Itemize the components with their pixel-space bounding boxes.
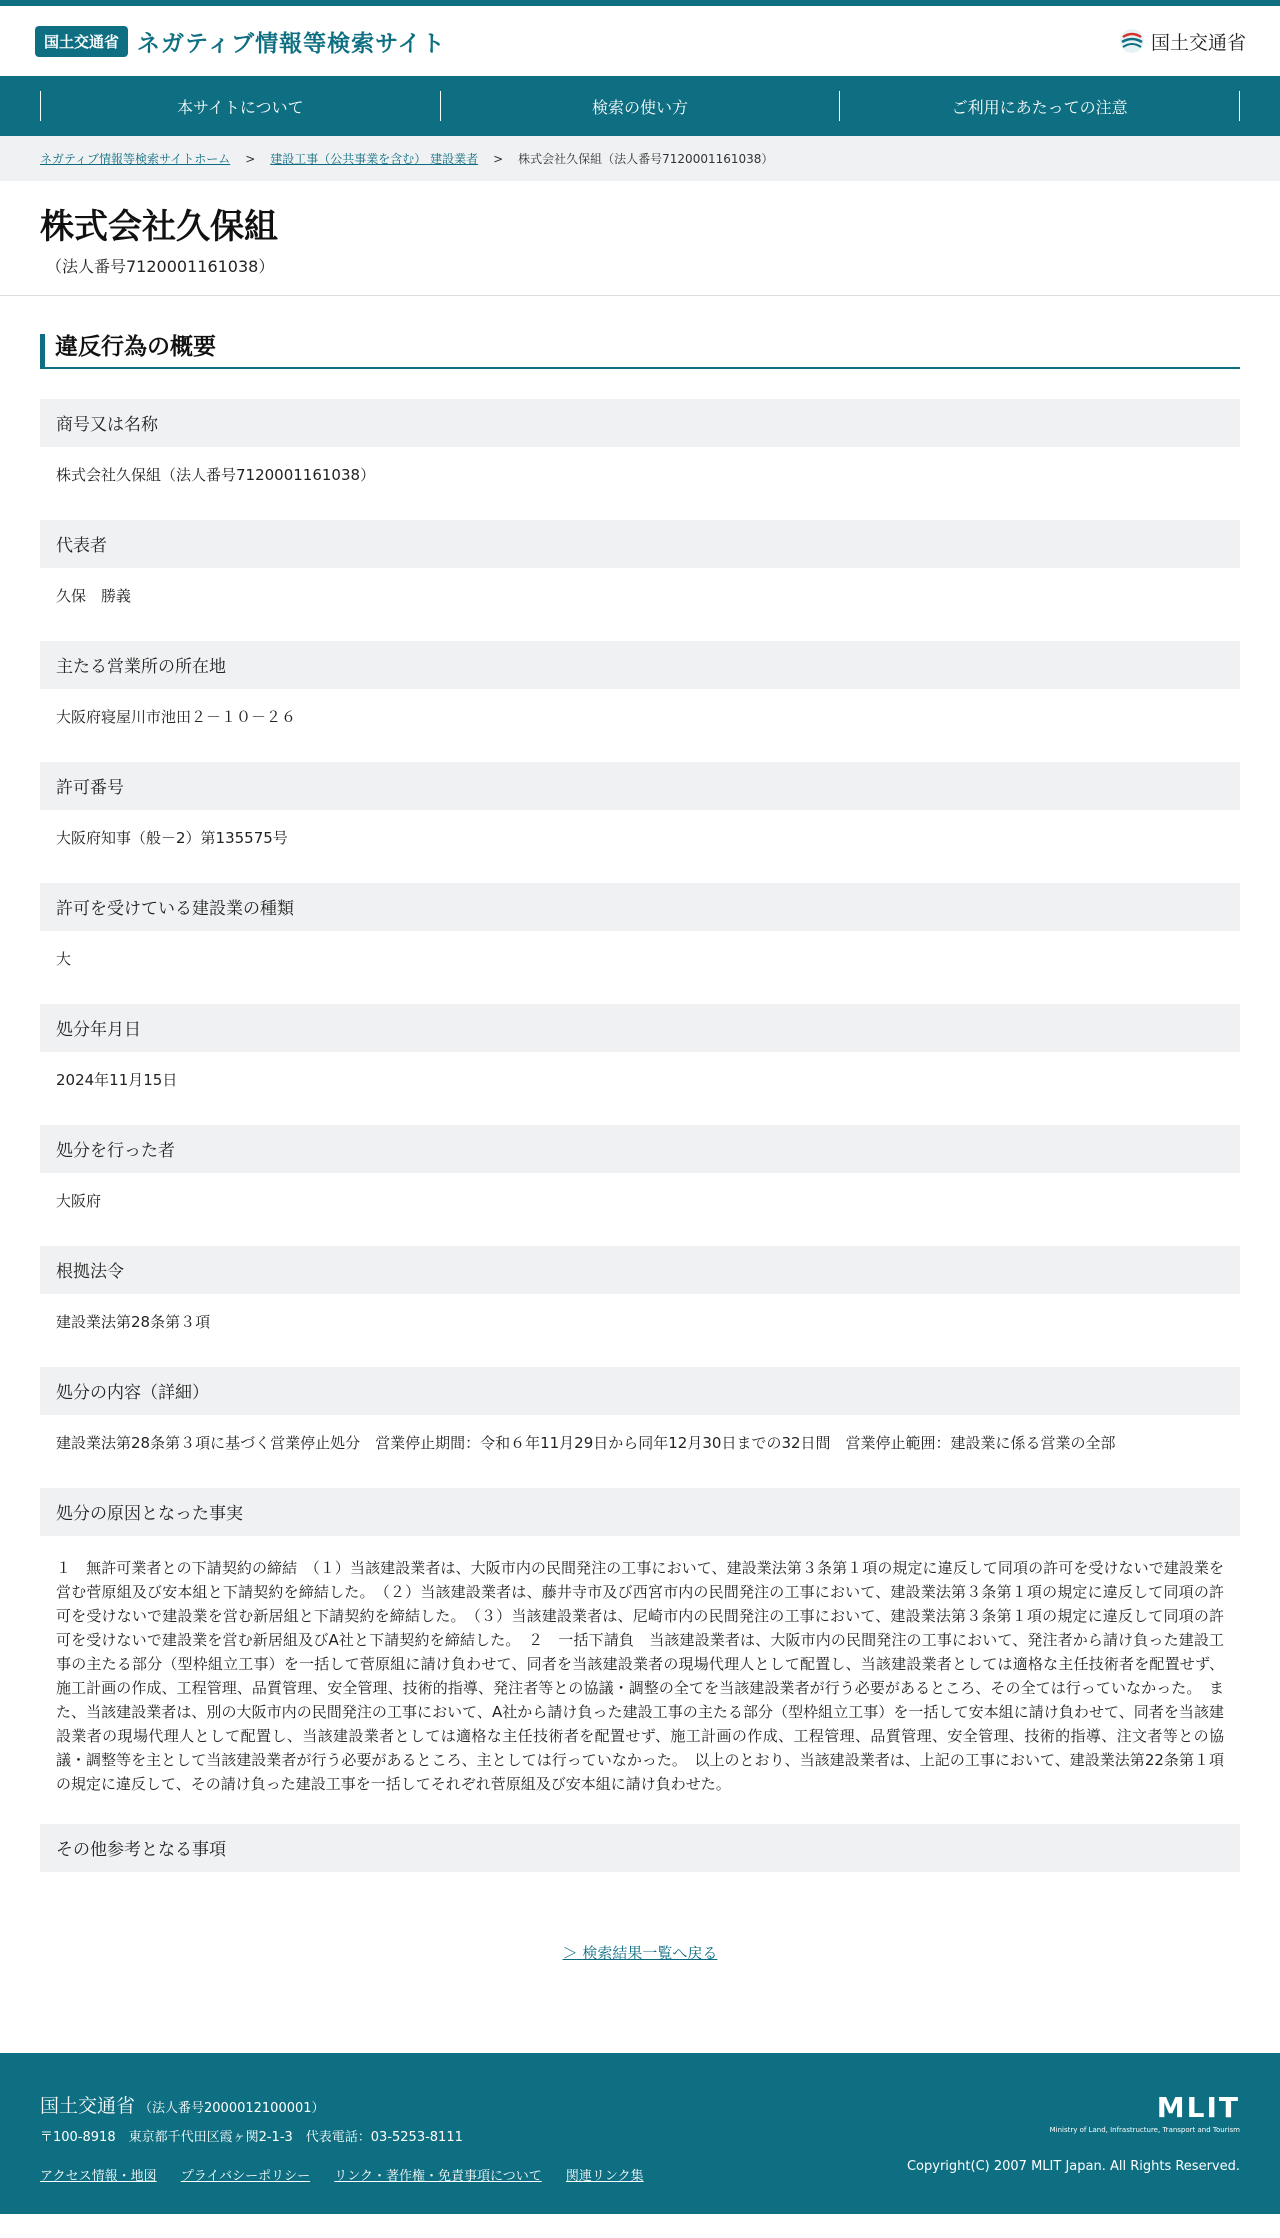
site-header — [0, 6, 1280, 76]
field-label-license-number: 許可番号 — [40, 762, 1240, 810]
field-label-trade-name: 商号又は名称 — [40, 399, 1240, 447]
field-value-main-office: 大阪府寝屋川市池田２－１０－２６ — [56, 707, 297, 726]
mlit-emblem-icon — [1118, 27, 1146, 55]
site-footer — [0, 2053, 1280, 2214]
field-value-license-type: 大 — [56, 949, 72, 968]
breadcrumb-home[interactable]: ネガティブ情報等検索サイトホーム — [40, 152, 231, 166]
footer-link-related[interactable]: 関連リンク集 — [565, 2168, 644, 2184]
breadcrumb — [0, 136, 1280, 181]
detail-list — [40, 399, 1240, 1872]
field-label-disposition-date: 処分年月日 — [40, 1004, 1240, 1052]
footer-link-privacy[interactable]: プライバシーポリシー — [180, 2168, 311, 2184]
section-title-text: 違反行為の概要 — [55, 333, 216, 360]
footer-logo-mark: MLIT — [1156, 2090, 1240, 2124]
page-title: 株式会社久保組 — [40, 207, 278, 247]
footer-link-access[interactable]: アクセス情報・地図 — [40, 2168, 157, 2184]
field-value-legal-basis: 建設業法第28条第３項 — [56, 1312, 211, 1331]
corporate-number: （法人番号7120001161038） — [46, 256, 275, 276]
ministry-logo-text: 国土交通省 — [1150, 31, 1246, 54]
site-title[interactable]: ネガティブ情報等検索サイト — [137, 30, 446, 57]
field-label-other-notes: その他参考となる事項 — [40, 1824, 1240, 1872]
nav-usage-notes[interactable]: ご利用にあたっての注意 — [839, 91, 1240, 121]
footer-address: 〒100-8918 東京都千代田区霞ヶ関2-1-3 代表電話：03-5253-8111 — [40, 2129, 463, 2145]
field-label-representative: 代表者 — [40, 520, 1240, 568]
nav-about-site[interactable]: 本サイトについて — [40, 91, 440, 121]
field-label-cause-facts: 処分の原因となった事実 — [40, 1488, 1240, 1536]
field-value-disposition-date: 2024年11月15日 — [56, 1070, 178, 1089]
footer-mlit-logo[interactable] — [1050, 2091, 1240, 2134]
footer-copyright: Copyright(C) 2007 MLIT Japan. All Rights Reserved. — [906, 2158, 1240, 2174]
main-content — [0, 296, 1280, 2053]
section-title — [40, 334, 1240, 369]
field-value-representative: 久保 勝義 — [56, 586, 132, 605]
nav-how-to-search[interactable]: 検索の使い方 — [440, 91, 840, 121]
footer-link-copyright[interactable]: リンク・著作権・免責事項について — [334, 2168, 542, 2184]
ministry-logo[interactable] — [1118, 27, 1246, 55]
field-label-legal-basis: 根拠法令 — [40, 1246, 1240, 1294]
breadcrumb-current: 株式会社久保組（法人番号7120001161038） — [518, 152, 774, 166]
breadcrumb-category[interactable]: 建設工事（公共事業を含む） 建設業者 — [270, 152, 479, 166]
global-nav — [0, 76, 1280, 136]
field-value-trade-name: 株式会社久保組（法人番号7120001161038） — [56, 465, 376, 484]
field-value-disposition-details: 建設業法第28条第３項に基づく営業停止処分 営業停止期間：令和６年11月29日から同年12月30日までの32日間 営業停止範囲：建設業に係る営業の全部 — [56, 1433, 1116, 1452]
ministry-badge: 国土交通省 — [35, 26, 128, 57]
breadcrumb-separator: > — [245, 151, 256, 166]
breadcrumb-separator: > — [493, 151, 504, 166]
field-label-main-office: 主たる営業所の所在地 — [40, 641, 1240, 689]
company-heading — [0, 181, 1280, 296]
back-link-container — [40, 1872, 1240, 2053]
field-value-license-number: 大阪府知事（般－2）第135575号 — [56, 828, 288, 847]
footer-org-name: 国土交通省 — [40, 2094, 136, 2117]
field-label-disposing-authority: 処分を行った者 — [40, 1125, 1240, 1173]
field-label-disposition-details: 処分の内容（詳細） — [40, 1367, 1240, 1415]
field-label-license-type: 許可を受けている建設業の種類 — [40, 883, 1240, 931]
back-to-results-link[interactable]: ＞ 検索結果一覧へ戻る — [562, 1943, 718, 1962]
footer-logo-subtitle: Ministry of Land, Infrastructure, Transport and Tourism — [1049, 2125, 1240, 2134]
field-value-disposing-authority: 大阪府 — [56, 1191, 102, 1210]
site-brand[interactable] — [35, 25, 446, 58]
footer-org-number: （法人番号2000012100001） — [139, 2100, 325, 2116]
field-value-cause-facts: １ 無許可業者との下請契約の締結 （１）当該建設業者は、大阪市内の民間発注の工事において、建設業法第３条第１項の規定に違反して同項の許可を受けないで建設業を営む菅原組及び安本組と下請契約を締結した。 （２）当該建設業者は、藤井寺市及び西宮市内の民間発注の工事において、建設業法第３条第１項の規定に違反して同項の許可を受けないで建設業を営む新居組と下請契約を締結した。 （３）当該建設業者は、尼崎市内の民間発注の工事において、建設業法第３条第１項の規定に違反して同項の許可を受けないで建設業を営む新居組及びA社と下請契約を締結した。 ２ 一括下請負 当該建設業者は、大阪市内の民間発注の工事において、発注者から請け負った建設工事の主たる部分（型枠組立工事）を一括して菅原組に請け負わせて、同者を当該建設業者の現場代理人として配置し、当該建設業者としては適格な主任技術者を配置せず、施工計画の作成、工程管理、品質管理、安全管理、技術的指導、発注者等との協議・調整の全てを当該建設業者が行う必要があるところ、その全ては行っていなかった。 また、当該建設業者は、別の大阪市内の民間発注の工事において、A社から請け負った建設工事の主たる部分（型枠組立工事）を一括して安本組に請け負わせて、同者を当該建設業者の現場代理人として配置し、当該建設業者としては適格な主任技術者を配置せず、施工計画の作成、工程管理、品質管理、安全管理、技術的指導、注文者等との協議・調整等を主として当該建設業者が行う必要があるところ、主としては行っていなかった。 以上のとおり、当該建設業者は、上記の工事において、建設業法第22条第１項の規定に違反して、その請け負った建設工事を一括してそれぞれ菅原組及び安本組に請け負わせた。 — [56, 1558, 1224, 1793]
